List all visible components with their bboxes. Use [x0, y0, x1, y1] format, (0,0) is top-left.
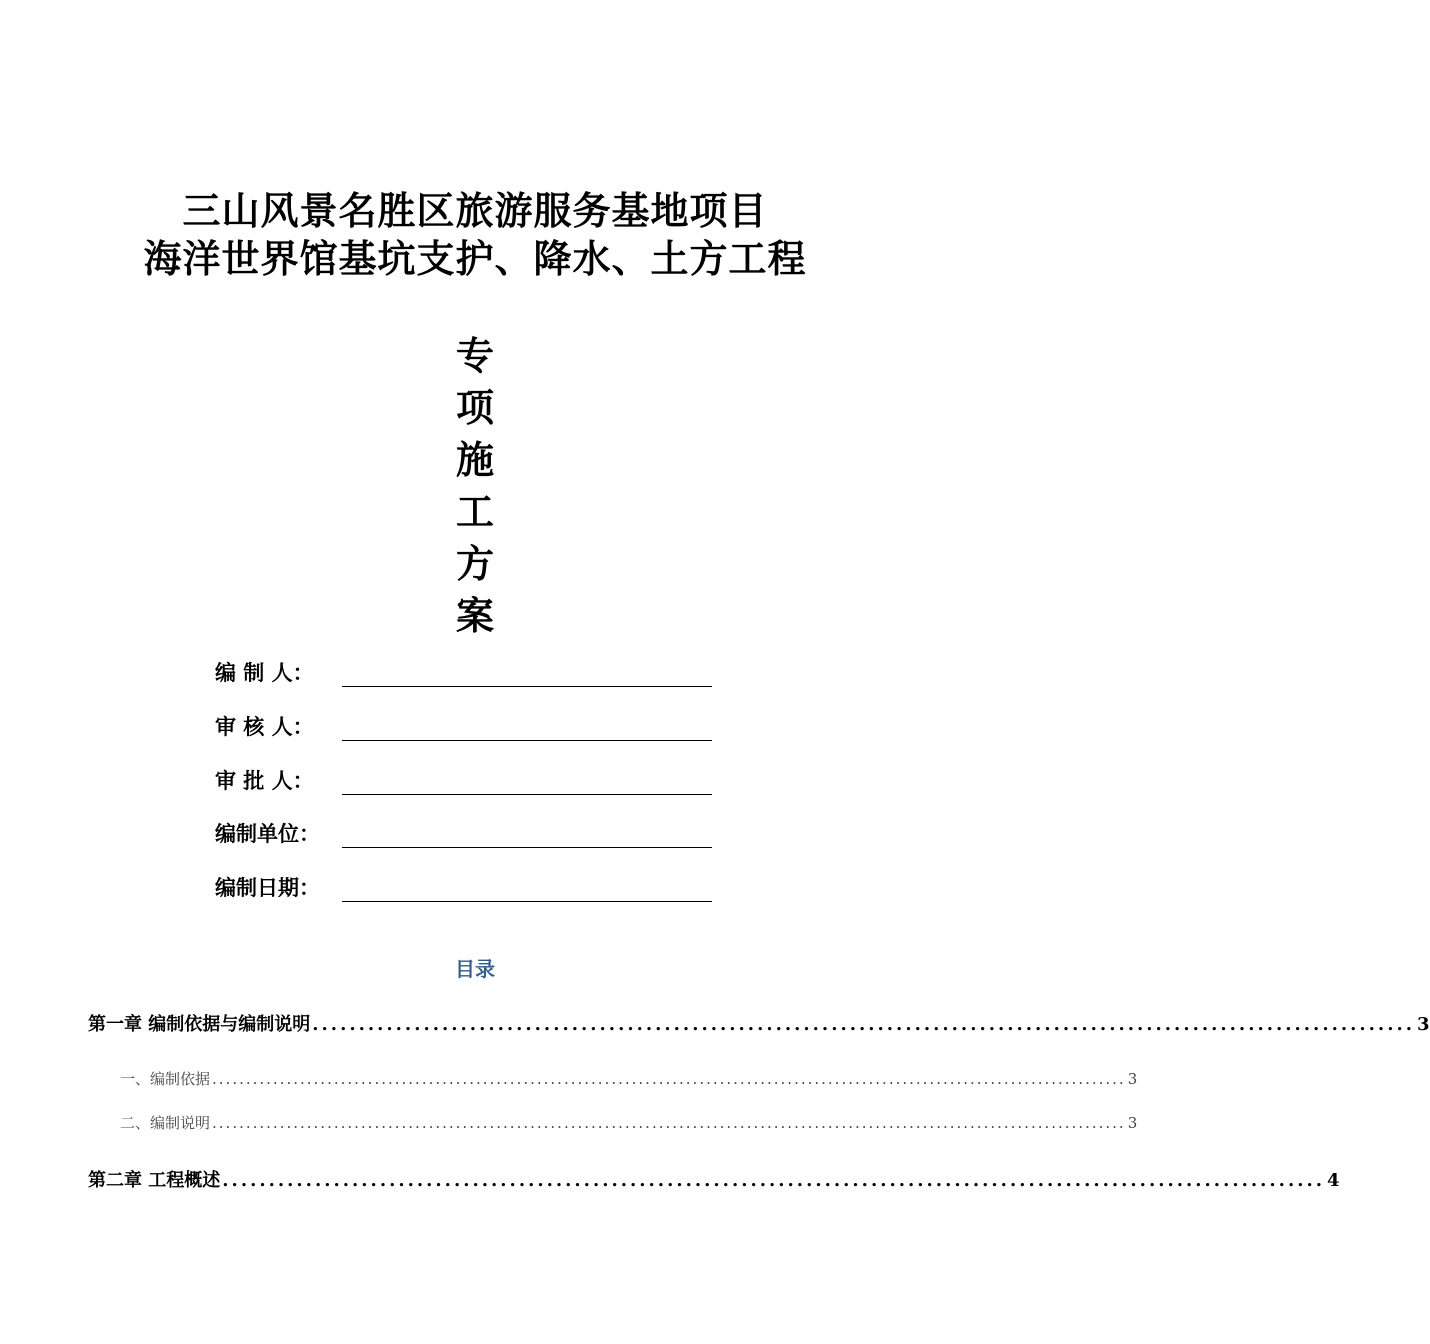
- vertical-char: 工: [455, 489, 494, 534]
- toc-leader-dots: .......................................................................................................................................: [212, 1114, 1126, 1132]
- vertical-char: 方: [455, 541, 494, 586]
- vertical-char: 专: [455, 333, 494, 378]
- signature-blank-line: [342, 686, 712, 687]
- document-type-vertical: [445, 330, 505, 642]
- toc-heading: 目录: [455, 957, 495, 981]
- toc-entry-section[interactable]: [120, 1068, 1138, 1089]
- signature-label: 编制日期：: [215, 875, 320, 900]
- signature-label: 编 制 人：: [215, 660, 314, 685]
- toc-entry-text: 一、编制依据: [120, 1070, 211, 1088]
- title-line-1: 三山风景名胜区旅游服务基地项目: [182, 188, 768, 233]
- signature-label: 编制单位：: [215, 821, 320, 846]
- toc-leader-dots: .......................................................................................................................................: [212, 1070, 1126, 1088]
- signature-blank-line: [342, 901, 712, 902]
- toc-entry-chapter[interactable]: [88, 1010, 1430, 1036]
- signature-label: 审 核 人：: [215, 714, 314, 739]
- signature-row-approver: [215, 766, 715, 806]
- signature-label: 审 批 人：: [215, 768, 314, 793]
- toc-entry-page: 3: [1417, 1014, 1430, 1035]
- signature-row-organization: [215, 819, 715, 859]
- toc-entry-page: 3: [1127, 1114, 1138, 1132]
- toc-entry-chapter[interactable]: [88, 1166, 1340, 1192]
- toc-leader-dots: .......................................................................................................................: [312, 1014, 1415, 1035]
- vertical-char: 案: [455, 593, 494, 638]
- toc-entry-text: 第一章 编制依据与编制说明: [88, 1014, 311, 1035]
- title-line-2: 海洋世界馆基坑支护、降水、土方工程: [143, 236, 807, 281]
- signature-row-reviewer: [215, 712, 715, 752]
- toc-entry-section[interactable]: [120, 1112, 1138, 1133]
- signature-blank-line: [342, 794, 712, 795]
- vertical-char: 项: [455, 385, 494, 430]
- signature-row-date: [215, 873, 715, 913]
- toc-entry-page: 4: [1327, 1170, 1340, 1191]
- toc-entry-page: 3: [1127, 1070, 1138, 1088]
- toc-entry-text: 二、编制说明: [120, 1114, 211, 1132]
- toc-leader-dots: .......................................................................................................................: [222, 1170, 1326, 1191]
- signature-row-author: [215, 658, 715, 698]
- signature-blank-line: [342, 847, 712, 848]
- signature-blank-line: [342, 740, 712, 741]
- toc-entry-text: 第二章 工程概述: [88, 1170, 221, 1191]
- vertical-char: 施: [455, 437, 494, 482]
